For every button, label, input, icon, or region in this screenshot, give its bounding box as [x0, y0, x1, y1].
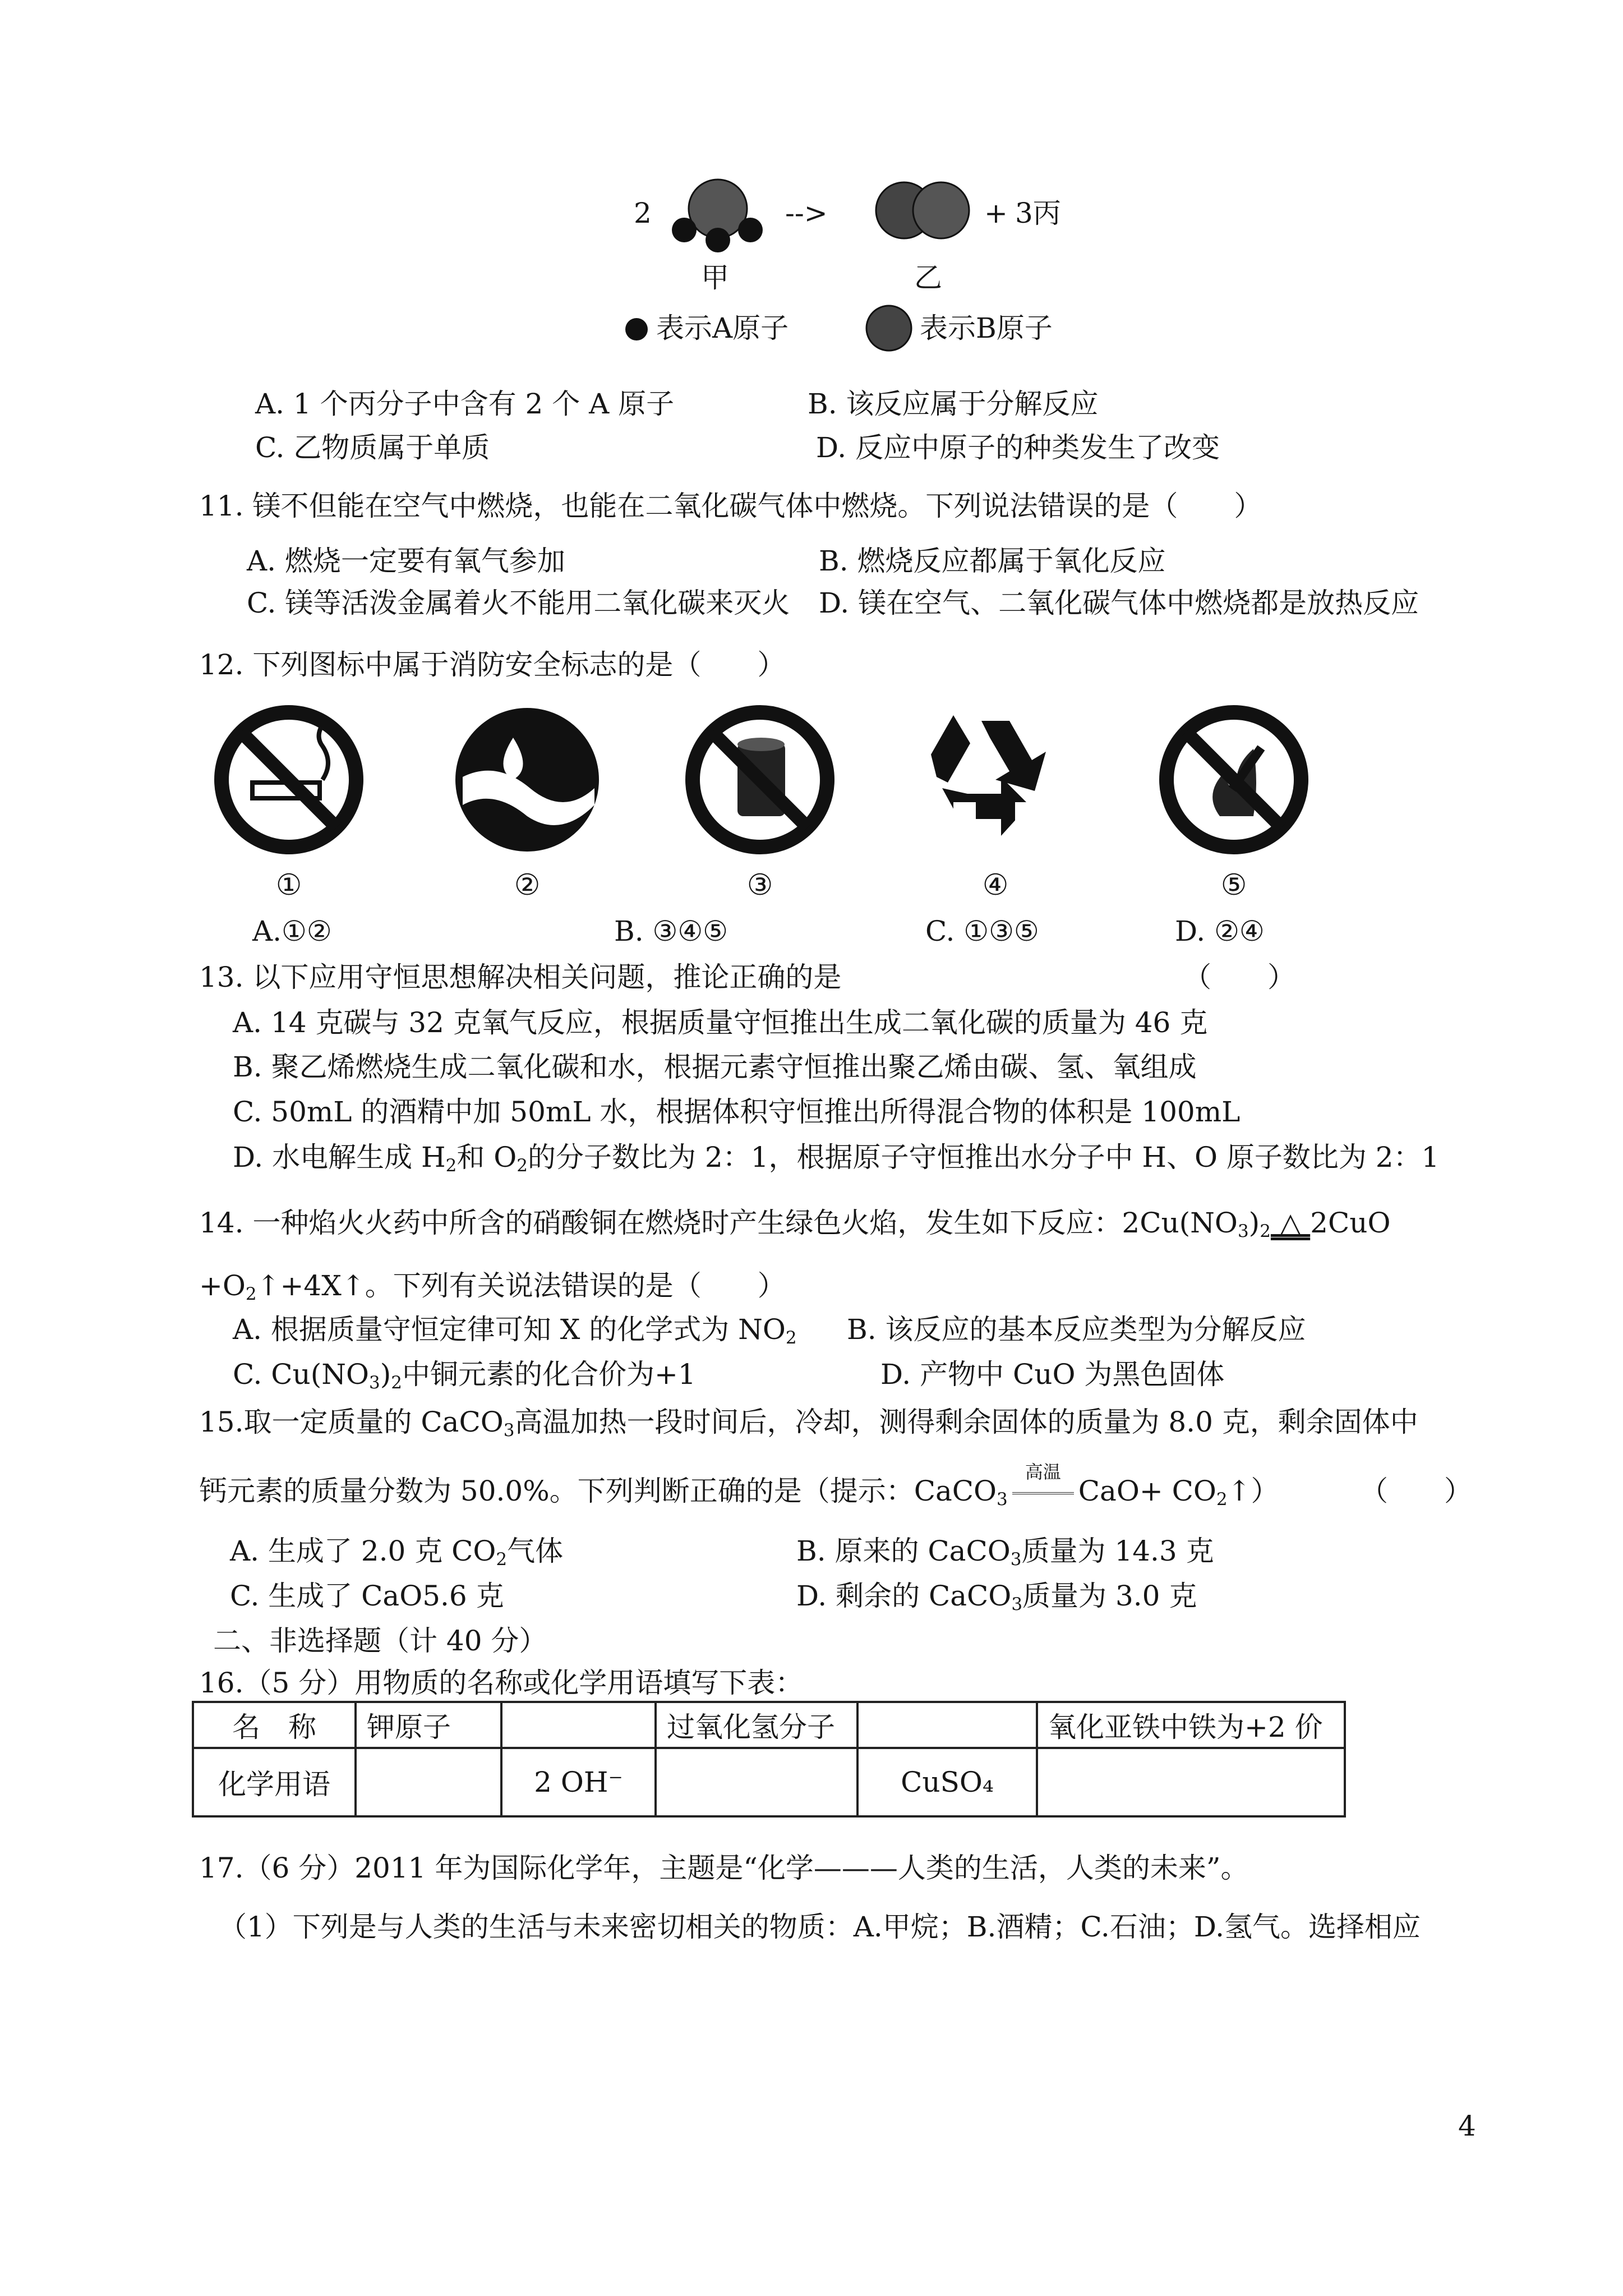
table-cell [1037, 1748, 1345, 1816]
q12-option-b: B. ③④⑤ [614, 915, 728, 947]
section-heading: 二、非选择题（计 40 分） [213, 1625, 547, 1657]
q15-option-c: C. 生成了 CaO5.6 克 [230, 1580, 504, 1612]
coefficient-left: 2 [634, 197, 652, 229]
q11-option-c: C. 镁等活泼金属着火不能用二氧化碳来灭火 [247, 587, 790, 619]
legend-a: 表示A原子 [656, 312, 789, 344]
sign-number-1: ① [275, 868, 302, 902]
q11-option-d: D. 镁在空气、二氧化碳气体中燃烧都是放热反应 [819, 587, 1419, 619]
q13-option-c: C. 50mL 的酒精中加 50mL 水，根据体积守恒推出所得混合物的体积是 100mL [233, 1096, 1241, 1128]
q15-answer-paren: （ ） [1360, 1475, 1472, 1507]
recycle-icon [920, 704, 1071, 855]
no-barrel-icon [684, 704, 836, 855]
q14-option-c: C. $Cu(NO_3)_2$中铜元素的化合价为+1 [233, 1358, 696, 1393]
q10-option-b: B. 该反应属于分解反应 [808, 388, 1099, 420]
legend-b: 表示B原子 [920, 312, 1053, 344]
q15-stem-line2: 钙元素的质量分数为 50.0%。下列判断正确的是（提示：CaCO$_3$ 高温 $CaO+ CO_2↑$） [199, 1461, 1279, 1510]
q14-option-d: D. 产物中 CuO 为黑色固体 [880, 1358, 1225, 1391]
q13-stem: 13. 以下应用守恒思想解决相关问题，推论正确的是 [199, 961, 842, 993]
q12-option-a: A.①② [252, 915, 332, 947]
reaction-arrow: --> [785, 197, 828, 229]
table-cell [857, 1702, 1037, 1748]
molecule-jia-icon [662, 174, 774, 252]
page-number: 4 [1458, 2110, 1476, 2142]
q15-option-a: A. 生成了 2.0 克 $CO_2$气体 [230, 1535, 564, 1570]
q12-option-d: D. ②④ [1175, 915, 1265, 947]
q11-option-a: A. 燃烧一定要有氧气参加 [247, 545, 565, 577]
q15-option-d: D. 剩余的 CaCO$_3$质量为 3.0 克 [796, 1580, 1197, 1614]
q13-option-d: D. 水电解生成 $H_2$和 $O_2$的分子数比为 2：1，根据原子守恒推出水分子中 H、O 原子数比为 2：1 [233, 1141, 1440, 1176]
q12-option-c: C. ①③⑤ [925, 915, 1039, 947]
q17-stem: 17.（6 分）2011 年为国际化学年，主题是“化学———人类的生活，人类的未来”。 [199, 1852, 1249, 1884]
label-jia: 甲 [701, 261, 729, 294]
q14-stem: 14. 一种焰火火药中所含的硝酸铜在燃烧时产生绿色火焰，发生如下反应：$2Cu(NO_3)_2$ △ 2CuO [199, 1207, 1391, 1241]
q11-option-b: B. 燃烧反应都属于氧化反应 [819, 545, 1166, 577]
table-cell [656, 1748, 857, 1816]
atom-a-icon [623, 315, 651, 343]
no-fire-icon [1158, 704, 1310, 855]
table-cell: 氧化亚铁中铁为+2 价 [1037, 1702, 1345, 1748]
sign-number-4: ④ [982, 868, 1009, 902]
table-cell: 过氧化氢分子 [656, 1702, 857, 1748]
q10-option-c: C. 乙物质属于单质 [255, 431, 490, 464]
q13-option-a: A. 14 克碳与 32 克氧气反应，根据质量守恒推出生成二氧化碳的质量为 46 克 [233, 1006, 1208, 1039]
sign-number-3: ③ [746, 868, 773, 902]
q12-stem: 12. 下列图标中属于消防安全标志的是（ ） [199, 648, 786, 681]
label-yi: 乙 [914, 261, 942, 294]
no-smoking-icon [213, 704, 365, 855]
q13-answer-paren: （ ） [1183, 961, 1295, 993]
table-cell: 2 OH⁻ [501, 1748, 656, 1816]
sign-number-5: ⑤ [1220, 868, 1247, 902]
table-cell: 钾原子 [356, 1702, 501, 1748]
table-cell: 名 称 [193, 1702, 356, 1748]
q15-option-b: B. 原来的 CaCO$_3$质量为 14.3 克 [796, 1535, 1214, 1570]
coefficient-right: 3丙 [1015, 197, 1061, 229]
reaction-diagram [617, 168, 1122, 359]
table-cell: 化学用语 [193, 1748, 356, 1816]
q14-option-a: A. 根据质量守恒定律可知 X 的化学式为 $NO_2$ [233, 1313, 797, 1348]
water-flame-icon [451, 704, 603, 855]
table-cell [501, 1702, 656, 1748]
sign-number-2: ② [514, 868, 541, 902]
q16-stem: 16.（5 分）用物质的名称或化学用语填写下表： [199, 1667, 804, 1699]
q11-stem: 11. 镁不但能在空气中燃烧，也能在二氧化碳气体中燃烧。下列说法错误的是（ ） [199, 490, 1262, 522]
plus-sign: + [984, 197, 1008, 229]
q15-stem: 15.取一定质量的 CaCO$_3$高温加热一段时间后，冷却，测得剩余固体的质量为 8.0 克，剩余固体中 [199, 1406, 1418, 1441]
q13-option-b: B. 聚乙烯燃烧生成二氧化碳和水，根据元素守恒推出聚乙烯由碳、氢、氧组成 [233, 1051, 1197, 1083]
reaction-condition: 高温 [1012, 1474, 1074, 1508]
atom-b-icon [864, 303, 914, 353]
q14-option-b: B. 该反应的基本反应类型为分解反应 [847, 1313, 1306, 1346]
q17-sub1: （1）下列是与人类的生活与未来密切相关的物质：A.甲烷；B.酒精；C.石油；D.氢气。选择相应 [219, 1911, 1421, 1943]
q10-option-a: A. 1 个丙分子中含有 2 个 A 原子 [255, 388, 675, 420]
q14-stem-line2: $+O_2↑+4X↑$。下列有关说法错误的是（ ） [199, 1269, 786, 1304]
q10-option-d: D. 反应中原子的种类发生了改变 [816, 431, 1220, 464]
q16-table [192, 1701, 1346, 1818]
molecule-yi-icon [869, 180, 976, 241]
table-cell: CuSO₄ [857, 1748, 1037, 1816]
table-cell [356, 1748, 501, 1816]
